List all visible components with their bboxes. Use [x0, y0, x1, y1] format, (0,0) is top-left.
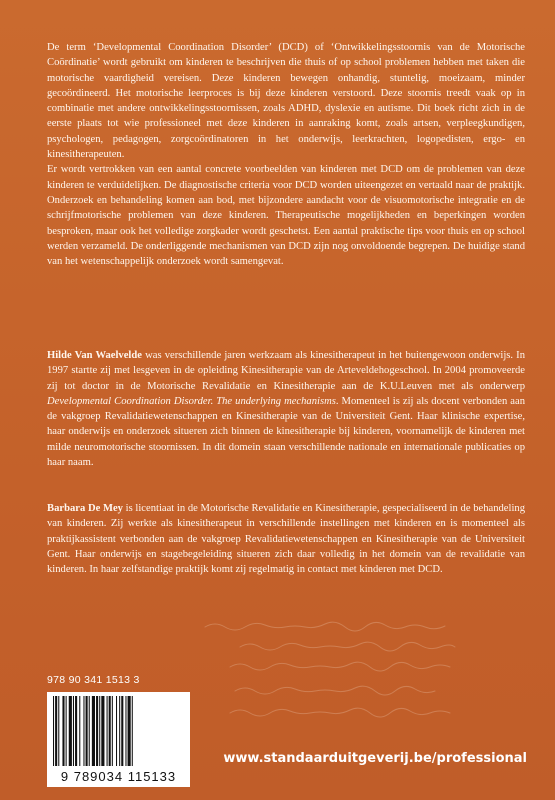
author-bio-1-text-a: was verschillende jaren werkzaam als kinesitherapeut in het buitengewoon onderwijs. In 1997 startte zij met lesgeven in de opleiding Kinesitherapie van de Arteveldehogeschool. In 2004 promoveerde zij tot doctor in de Motorische Revalidatie en Kinesitherapie aan de K.U.Leuven met als onderwerp [47, 350, 526, 392]
handwriting-decoration [200, 615, 525, 745]
author-name-2: Barbara De Mey [47, 503, 123, 514]
author-bio-1-text-b: . Momenteel is zij als docent verbonden aan de vakgroep Revalidatiewetenschappen en Kinesitherapie van de Universiteit Gent. Haar klinische expertise, haar onderwijs en onderzoek situeren zich binnen de kinesitherapie bij kinderen, voornamelijk de kinderen met milde neuromotorische stoornissen. In dit domein staan verschillende nationale en internationale publicaties op haar naam. [47, 395, 525, 469]
author-bio-2 [47, 501, 525, 577]
author-bio-1 [47, 348, 525, 470]
handwriting-scribble-icon [200, 615, 525, 745]
intro-paragraph: De term ‘Developmental Coordination Disorder’ (DCD) of ‘Ontwikkelingsstoornis van de Motorische Coördinatie’ wordt gebruikt om kinderen te beschrijven die thuis of op school problemen hebben met taken die motorische vaardigheid vereisen. Deze kinderen bewegen onhandig, stuntelig, moeizaam, minder gecoördineerd. Het motorische leerproces is bij deze kinderen verstoord. Deze stoornis treedt vaak op in combinatie met andere ontwikkelingsstoornissen, zoals ADHD, dyslexie en autisme. Dit boek richt zich in de eerste plaats tot wie professioneel met deze kinderen in aanraking komt, zoals artsen, verpleegkundigen, psychologen, pedagogen, zorgcoördinatoren in het onderwijs, leerkrachten, logopedisten, ergo- en kinesitherapeuten. [47, 42, 525, 161]
publisher-url[interactable] [223, 751, 527, 766]
publisher-url-text[interactable]: www.standaarduitgeverij.be/professional [223, 751, 527, 766]
second-paragraph: Er wordt vertrokken van een aantal concrete voorbeelden van kinderen met DCD om de problemen van deze kinderen te verduidelijken. De diagnostische criteria voor DCD worden uiteengezet en vertaald naar de praktijk. Onderzoek en behandeling komen aan bod, met bijzondere aandacht voor de visuomotorische integratie en de schrijfmotorische problemen van deze kinderen. Therapeutische mogelijkheden en beperkingen worden besproken, maar ook het volledige zorgkader wordt geschetst. Een aantal praktische tips voor thuis en op school werden verzameld. De onderliggende mechanismen van DCD zijn nog onvoldoende begrepen. De huidige stand van het wetenschappelijk onderzoek wordt samengevat. [47, 164, 525, 268]
book-description [47, 40, 525, 269]
barcode [47, 674, 190, 787]
author-name-1: Hilde Van Waelvelde [47, 350, 142, 361]
barcode-digits: 9 789034 115133 [60, 769, 177, 784]
barcode-bars-icon [53, 696, 184, 766]
author-bio-2-text: is licentiaat in de Motorische Revalidatie en Kinesitherapie, gespecialiseerd in de behandeling van kinderen. Zij werkte als kinesitherapeut in verschillende instellingen met kinderen en is momenteel als praktijkassistent verbonden aan de vakgroep Revalidatiewetenschappen en Kinesitherapie van de Universiteit Gent. Haar onderwijs en stagebegeleiding situeren zich daar volledig in het domein van de revalidatie van kinderen. In haar zelfstandige praktijk komt zij regelmatig in contact met kinderen met DCD. [47, 503, 525, 576]
isbn-label: 978 90 341 1513 3 [47, 674, 140, 686]
thesis-title: Developmental Coordination Disorder. The underlying mechanisms [47, 395, 336, 407]
